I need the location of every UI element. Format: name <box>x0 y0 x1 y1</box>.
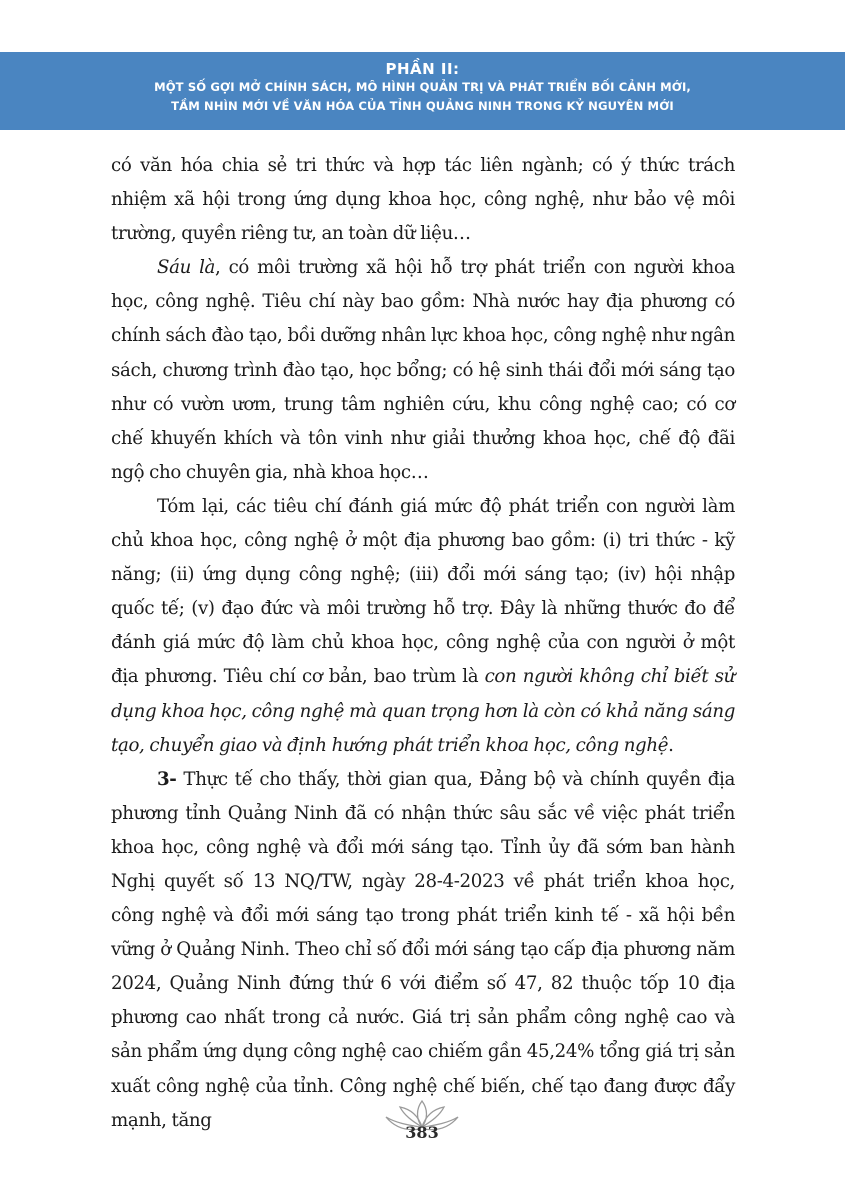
paragraph-3 <box>111 490 735 763</box>
paragraph-3-text: Tóm lại, các tiêu chí đánh giá mức độ phát triển con người làm chủ khoa học, công nghệ ở một địa phương bao gồm: (i) tri thức - kỹ năng; (ii) ứng dụng công nghệ; (iii) đổi mới sáng tạo; (iv) hội nhập quốc tế; (v) đạo đức và môi trường hỗ trợ. Đây là những thước đo để đánh giá mức độ làm chủ khoa học, công nghệ của con người ở một địa phương. Tiêu chí cơ bản, bao trùm là <box>111 495 735 688</box>
paragraph-4-text: Thực tế cho thấy, thời gian qua, Đảng bộ và chính quyền địa phương tỉnh Quảng Ninh đã có nhận thức sâu sắc về việc phát triển khoa học, công nghệ và đổi mới sáng tạo. Tỉnh ủy đã sớm ban hành Nghị quyết số 13 NQ/TW, ngày 28-4-2023 về phát triển khoa học, công nghệ và đổi mới sáng tạo trong phát triển kinh tế - xã hội bền vững ở Quảng Ninh. Theo chỉ số đổi mới sáng tạo cấp địa phương năm 2024, Quảng Ninh đứng thứ 6 với điểm số 47, 82 thuộc tốp 10 địa phương cao nhất trong cả nước. Giá trị sản phẩm công nghệ cao và sản phẩm ứng dụng công nghệ cao chiếm gần 45,24% tổng giá trị sản xuất công nghệ của tỉnh. Công nghệ chế biến, chế tạo đang được đẩy mạnh, tăng <box>111 768 735 1131</box>
part-title: PHẦN II: <box>385 60 460 78</box>
paragraph-4-lead: 3- <box>157 768 177 790</box>
paragraph-3-end: . <box>668 734 674 756</box>
page-footer <box>372 1095 472 1155</box>
paragraph-2-lead: Sáu là <box>157 257 216 279</box>
paragraph-2-text: , có môi trường xã hội hỗ trợ phát triển con người khoa học, công nghệ. Tiêu chí này bao gồm: Nhà nước hay địa phương có chính sách đào tạo, bồi dưỡng nhân lực khoa học, công nghệ như ngân sách, chương trình đào tạo, học bổng; có hệ sinh thái đổi mới sáng tạo như có vườn ươm, trung tâm nghiên cứu, khu công nghệ cao; có cơ chế khuyến khích và tôn vinh như giải thưởng khoa học, chế độ đãi ngộ cho chuyên gia, nhà khoa học… <box>111 257 735 483</box>
paragraph-4 <box>111 763 735 1138</box>
body-text <box>111 149 735 1138</box>
paragraph-1-text: có văn hóa chia sẻ tri thức và hợp tác liên ngành; có ý thức trách nhiệm xã hội trong ứng dụng khoa học, công nghệ, như bảo vệ môi trường, quyền riêng tư, an toàn dữ liệu… <box>111 155 735 245</box>
paragraph-2 <box>111 251 735 490</box>
paragraph-3-italic: con người không chỉ biết sử dụng khoa học, công nghệ mà quan trọng hơn là còn có khả năng sáng tạo, chuyển giao và định hướng phát triển khoa học, công nghệ <box>111 666 735 756</box>
section-subtitle-line-1: MỘT SỐ GỢI MỞ CHÍNH SÁCH, MÔ HÌNH QUẢN TRỊ VÀ PHÁT TRIỂN BỐI CẢNH MỚI, <box>154 80 691 94</box>
page-number: 383 <box>405 1123 439 1142</box>
section-header-banner <box>0 52 845 130</box>
section-subtitle-line-2: TẦM NHÌN MỚI VỀ VĂN HÓA CỦA TỈNH QUẢNG NINH TRONG KỶ NGUYÊN MỚI <box>171 99 674 113</box>
paragraph-1 <box>111 149 735 251</box>
